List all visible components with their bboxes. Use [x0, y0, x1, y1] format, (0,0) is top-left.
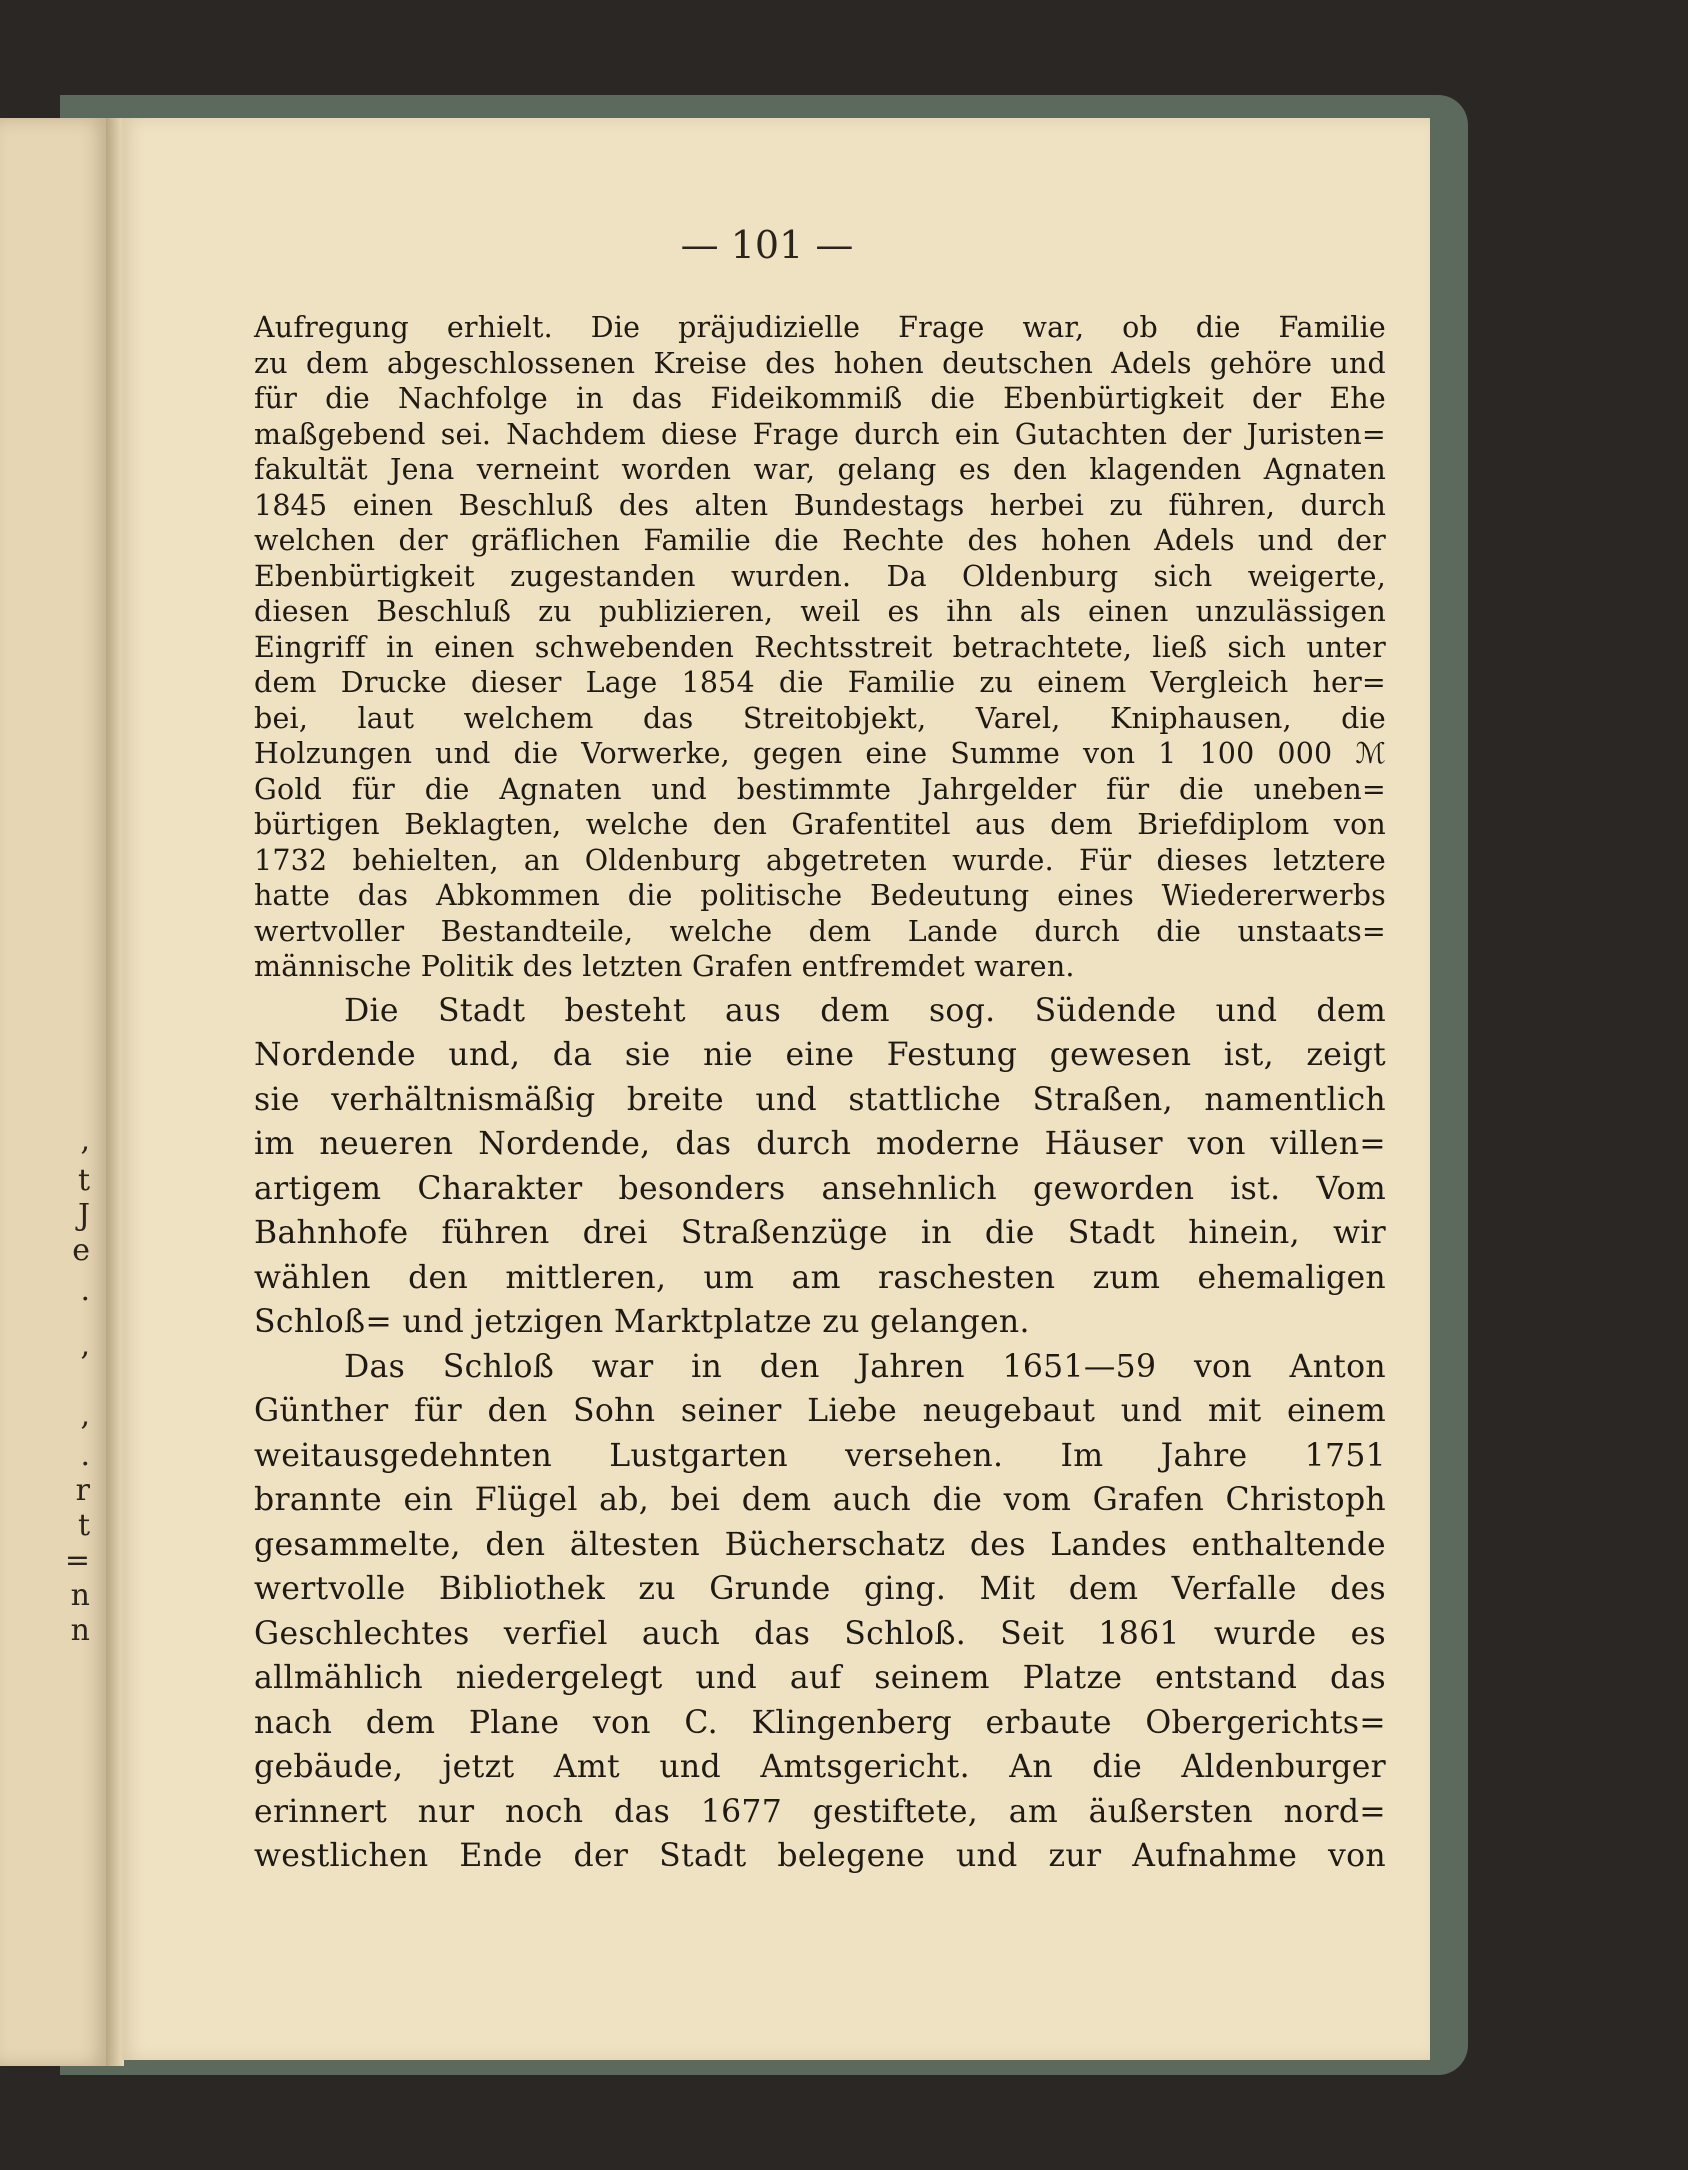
text-line: dem Drucke dieser Lage 1854 die Familie zu einem Vergleich her= — [254, 666, 1386, 699]
text-line: wählen den mittleren, um am raschesten zum ehemaligen — [254, 1259, 1386, 1296]
text-line: Geschlechtes verfiel auch das Schloß. Seit 1861 wurde es — [254, 1615, 1386, 1652]
page-number: — 101 — — [680, 223, 854, 267]
text-line: Die Stadt besteht aus dem sog. Südende und dem — [344, 992, 1386, 1029]
text-line: männische Politik des letzten Grafen entfremdet waren. — [254, 950, 1075, 983]
text-line: westlichen Ende der Stadt belegene und zur Aufnahme von — [254, 1838, 1386, 1874]
margin-fragment: n — [70, 1578, 90, 1613]
book-page — [122, 118, 1430, 2060]
text-line: im neueren Nordende, das durch moderne Häuser von villen= — [254, 1126, 1386, 1162]
margin-fragment: , — [80, 1398, 90, 1433]
text-line: Schloß= und jetzigen Marktplatze zu gelangen. — [254, 1304, 1030, 1340]
text-line: 1732 behielten, an Oldenburg abgetreten wurde. Für dieses letztere — [254, 843, 1386, 877]
margin-fragment: , — [80, 1328, 90, 1363]
text-line: diesen Beschluß zu publizieren, weil es ihn als einen unzulässigen — [254, 595, 1386, 628]
paragraph-3 — [254, 1345, 1386, 1879]
text-line: gebäude, jetzt Amt und Amtsgericht. An die Aldenburger — [254, 1749, 1386, 1785]
margin-fragment: t — [77, 1163, 90, 1198]
margin-fragment: J — [77, 1198, 90, 1233]
paragraph-1 — [254, 310, 1386, 985]
text-line: fakultät Jena verneint worden war, gelang es den klagenden Agnaten — [254, 453, 1386, 486]
text-line: maßgebend sei. Nachdem diese Frage durch ein Gutachten der Juristen= — [254, 417, 1386, 451]
margin-fragment: = — [64, 1543, 90, 1578]
text-line: zu dem abgeschlossenen Kreise des hohen deutschen Adels gehöre und — [254, 346, 1386, 380]
text-line: 1845 einen Beschluß des alten Bundestags herbei zu führen, durch — [254, 488, 1386, 522]
text-line: Aufregung erhielt. Die präjudizielle Frage war, ob die Familie — [254, 311, 1386, 344]
margin-fragment: r — [75, 1473, 90, 1508]
text-line: Ebenbürtigkeit zugestanden wurden. Da Oldenburg sich weigerte, — [254, 559, 1386, 593]
text-line: wertvolle Bibliothek zu Grunde ging. Mit dem Verfalle des — [254, 1571, 1386, 1607]
text-line: hatte das Abkommen die politische Bedeutung eines Wiedererwerbs — [254, 879, 1386, 912]
text-line: gesammelte, den ältesten Bücherschatz des Landes enthaltende — [254, 1526, 1386, 1563]
text-line: für die Nachfolge in das Fideikommiß die Ebenbürtigkeit der Ehe — [254, 382, 1386, 415]
text-line: Nordende und, da sie nie eine Festung gewesen ist, zeigt — [254, 1037, 1386, 1073]
text-line: wertvoller Bestandteile, welche dem Lande durch die unstaats= — [254, 914, 1386, 948]
text-line: Gold für die Agnaten und bestimmte Jahrgelder für die uneben= — [254, 772, 1386, 806]
text-line: Eingriff in einen schwebenden Rechtsstreit betrachtete, ließ sich unter — [254, 630, 1386, 664]
paragraph-2 — [254, 989, 1386, 1345]
text-line: Bahnhofe führen drei Straßenzüge in die Stadt hinein, wir — [254, 1215, 1386, 1251]
text-line: bürtigen Beklagten, welche den Grafentitel aus dem Briefdiplom von — [254, 808, 1386, 841]
margin-fragment: . — [80, 1273, 90, 1308]
text-line: Das Schloß war in den Jahren 1651—59 von Anton — [344, 1348, 1386, 1385]
text-line: brannte ein Flügel ab, bei dem auch die vom Grafen Christoph — [254, 1482, 1386, 1518]
text-line: bei, laut welchem das Streitobjekt, Varel, Kniphausen, die — [254, 701, 1386, 735]
margin-fragment: . — [80, 1438, 90, 1473]
text-line: weitausgedehnten Lustgarten versehen. Im Jahre 1751 — [254, 1437, 1386, 1474]
text-line: welchen der gräflichen Familie die Rechte des hohen Adels und der — [254, 524, 1386, 557]
margin-fragment: e — [72, 1233, 90, 1268]
margin-fragment: t — [77, 1508, 90, 1543]
text-line: erinnert nur noch das 1677 gestiftete, am äußersten nord= — [254, 1793, 1386, 1830]
text-line: nach dem Plane von C. Klingenberg erbaute Obergerichts= — [254, 1704, 1386, 1741]
margin-fragment: n — [70, 1613, 90, 1648]
text-line: Günther für den Sohn seiner Liebe neugebaut und mit einem — [254, 1393, 1386, 1429]
text-line: allmählich niedergelegt und auf seinem Platze entstand das — [254, 1660, 1386, 1696]
margin-fragment: , — [80, 1123, 90, 1158]
left-page-edge — [0, 118, 108, 2066]
text-line: sie verhältnismäßig breite und stattliche Straßen, namentlich — [254, 1081, 1386, 1118]
page-body — [254, 310, 1386, 1879]
text-line: Holzungen und die Vorwerke, gegen eine Summe von 1 100 000 ℳ — [254, 737, 1386, 770]
text-line: artigem Charakter besonders ansehnlich geworden ist. Vom — [254, 1170, 1386, 1207]
